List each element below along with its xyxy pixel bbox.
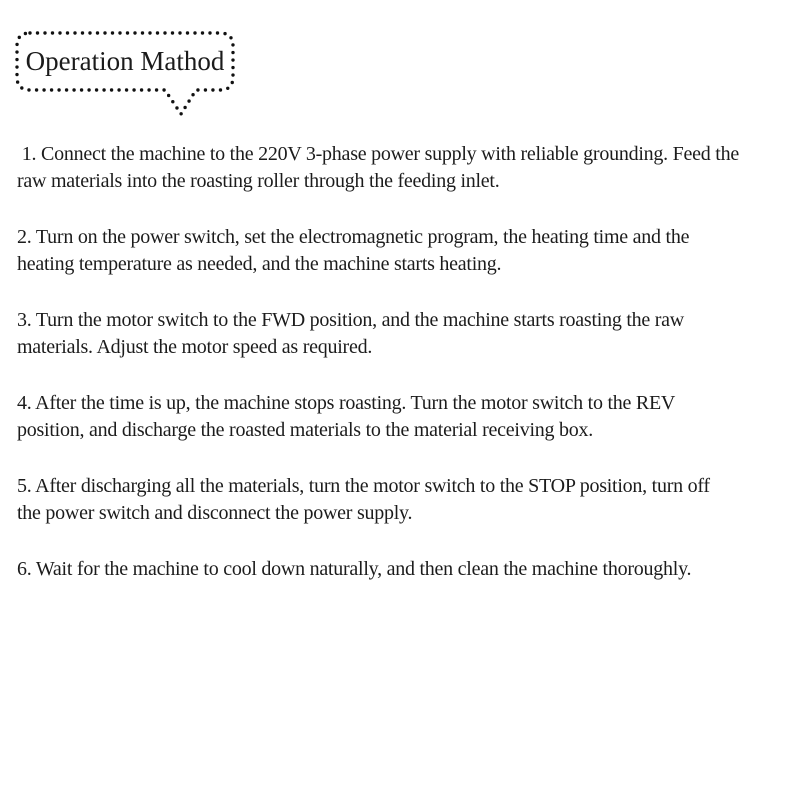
- steps-list: [17, 141, 792, 612]
- step-line: materials. Adjust the motor speed as required.: [17, 336, 373, 358]
- step-line: the power switch and disconnect the power supply.: [17, 502, 413, 524]
- step-paragraph: [17, 473, 792, 527]
- step-paragraph: [17, 390, 792, 444]
- step-line: 2. Turn on the power switch, set the electromagnetic program, the heating time and the: [17, 226, 690, 248]
- step-paragraph: [17, 307, 792, 361]
- step-line: 1. Connect the machine to the 220V 3-phase power supply with reliable grounding. Feed the: [17, 143, 739, 165]
- step-line: raw materials into the roasting roller through the feeding inlet.: [17, 170, 500, 192]
- step-line: 3. Turn the motor switch to the FWD position, and the machine starts roasting the raw: [17, 309, 684, 331]
- operation-method-bubble: [14, 30, 238, 122]
- step-paragraph: [17, 141, 792, 195]
- step-line: position, and discharge the roasted materials to the material receiving box.: [17, 419, 593, 441]
- step-paragraph: [17, 224, 792, 278]
- step-paragraph: [17, 556, 792, 583]
- step-line: 6. Wait for the machine to cool down naturally, and then clean the machine thoroughly.: [17, 558, 692, 580]
- bubble-title: Operation Mathod: [25, 46, 225, 76]
- step-line: 5. After discharging all the materials, turn the motor switch to the STOP position, turn off: [17, 475, 710, 497]
- step-line: 4. After the time is up, the machine stops roasting. Turn the motor switch to the REV: [17, 392, 676, 414]
- step-line: heating temperature as needed, and the machine starts heating.: [17, 253, 502, 275]
